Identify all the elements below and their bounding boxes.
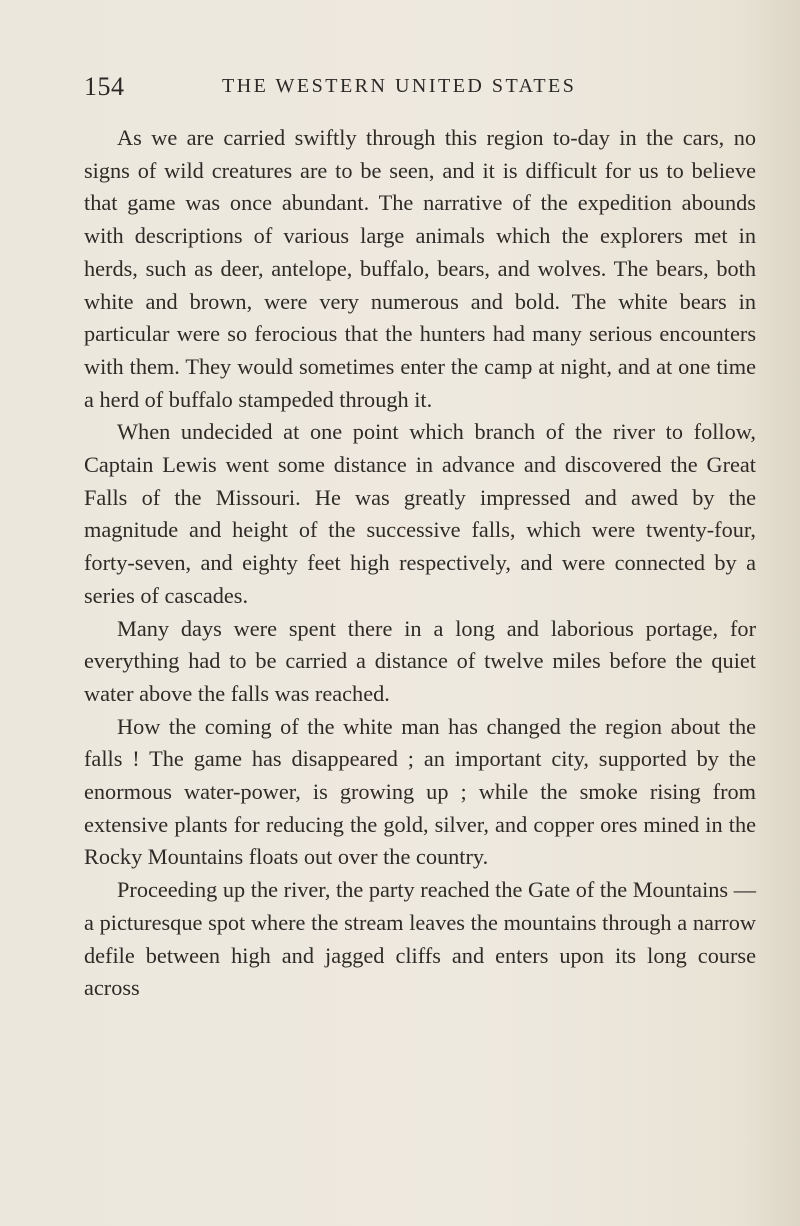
running-head: THE WESTERN UNITED STATES (222, 75, 577, 97)
paragraph: Many days were spent there in a long and laborious portage, for everything had to be carried a distance of twelve miles before the quiet water above the falls was reached. (84, 615, 756, 706)
paragraph: When undecided at one point which branch of the river to follow, Captain Lewis went some distance in advance and discovered the Great Falls of the Missouri. He was greatly impressed and awed by the magnitude and height of the successive falls, which were twenty-four, forty-seven, and eighty feet high respectively, and were connected by a series of cascades. (84, 419, 756, 608)
paragraph: How the coming of the white man has changed the region about the falls ! The game has disappeared ; an important city, supported by the enormous water-power, is growing up ; while the smoke rising from extensive plants for reducing the gold, silver, and copper ores mined in the Rocky Mountains floats out over the country. (84, 713, 756, 870)
body-text (84, 122, 756, 1005)
page-header (84, 72, 624, 112)
page-number: 154 (84, 72, 125, 101)
paragraph: As we are carried swiftly through this region to-day in the cars, no signs of wild creatures are to be seen, and it is difficult for us to believe that game was once abundant. The narrative of the expedition abounds with descriptions of various large animals which the explorers met in herds, such as deer, antelope, buffalo, bears, and wolves. The bears, both white and brown, were very numerous and bold. The white bears in particular were so ferocious that the hunters had many serious encounters with them. They would sometimes enter the camp at night, and at one time a herd of buffalo stampeded through it. (84, 125, 756, 412)
paragraph: Proceeding up the river, the party reached the Gate of the Mountains — a picturesque spot where the stream leaves the mountains through a narrow defile between high and jagged cliffs and enters upon its long course across (84, 877, 756, 1001)
